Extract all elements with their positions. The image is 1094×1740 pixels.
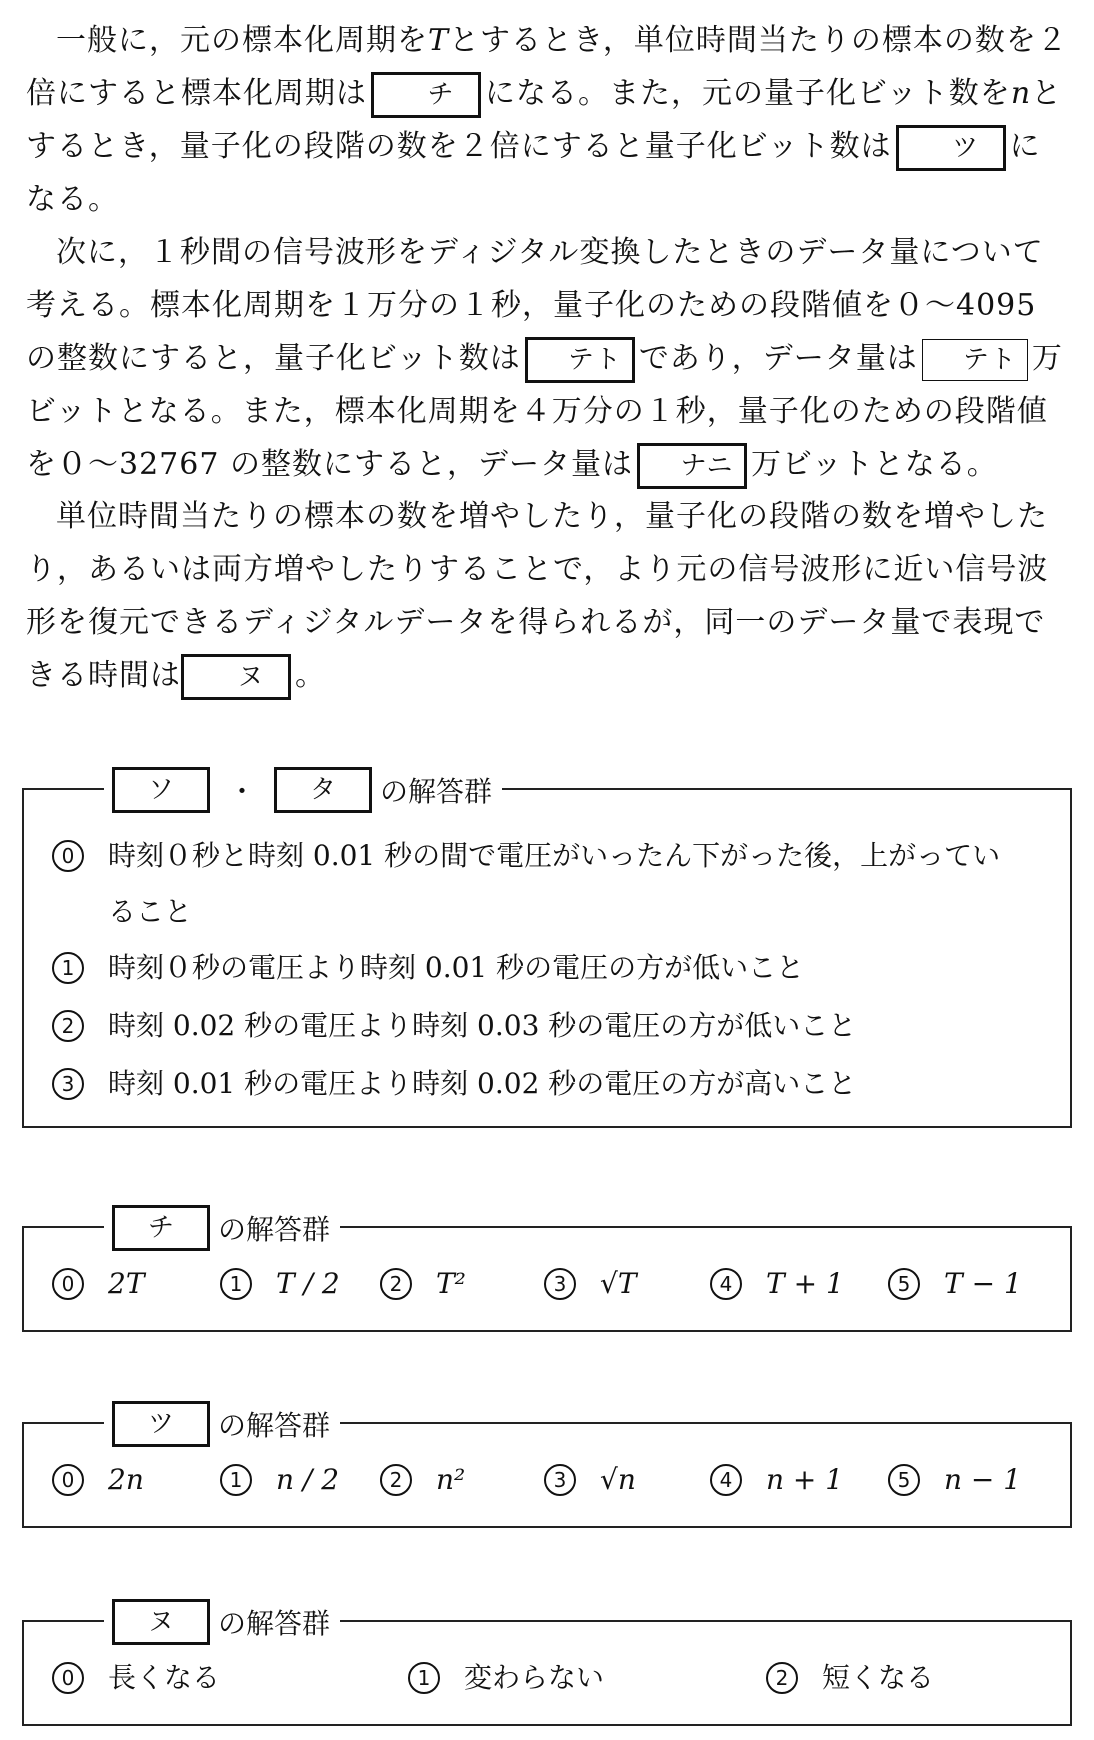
option-text: T² — [436, 1267, 466, 1300]
answer-group-tsu — [22, 1409, 1072, 1528]
option-number: 5 — [888, 1464, 920, 1496]
option-tsu-2[interactable] — [380, 1460, 465, 1500]
option-chi-0[interactable] — [52, 1264, 145, 1304]
option-text: n − 1 — [944, 1463, 1022, 1496]
option-text: T + 1 — [766, 1267, 844, 1300]
option-number: 2 — [766, 1662, 798, 1694]
p2-text-a: 次に，１秒間の信号波形をディジタル変換したときのデータ量について考える。標本化周期を１万分の１秒，量子化のための段階値を０～4095 の整数にすると，量子化ビット数は — [26, 235, 1044, 376]
answer-box-teto[interactable]: テト — [525, 337, 635, 383]
option-text: 2n — [108, 1463, 144, 1496]
option-text: n / 2 — [276, 1463, 340, 1496]
option-sota-1[interactable] — [52, 948, 804, 988]
option-text: T / 2 — [276, 1267, 340, 1300]
option-number: 3 — [544, 1268, 576, 1300]
answer-box-tsu[interactable]: ツ — [896, 125, 1006, 171]
p1-text-b: とするとき，単位時間当たりの標本の数を２倍にすると標本化周期は — [26, 23, 1068, 111]
option-number: 0 — [52, 1662, 84, 1694]
p1-var-t: T — [428, 23, 450, 58]
option-chi-3[interactable] — [544, 1264, 637, 1304]
group-box-tsu: ツ — [112, 1401, 210, 1447]
group-header — [24, 1598, 340, 1646]
p2-text-d: 万ビットとなる。 — [750, 447, 998, 482]
option-number: 0 — [52, 1464, 84, 1496]
group-box-chi: チ — [112, 1205, 210, 1251]
option-text: T − 1 — [944, 1267, 1022, 1300]
p1-text-e: になる。 — [26, 129, 1041, 217]
group-box-ta: タ — [274, 767, 372, 813]
option-text: 変わらない — [464, 1661, 605, 1694]
option-number: 1 — [220, 1268, 252, 1300]
group-suffix: の解答群 — [218, 1213, 331, 1246]
group-suffix: の解答群 — [380, 775, 493, 808]
option-number: 1 — [220, 1464, 252, 1496]
answer-box-teto-ref: テト — [922, 339, 1028, 381]
answer-group-so-ta — [22, 775, 1072, 1128]
option-text: 時刻０秒の電圧より時刻 0.01 秒の電圧の方が低いこと — [108, 951, 805, 984]
option-text: √T — [600, 1267, 637, 1300]
group-header — [24, 766, 502, 814]
option-number: 2 — [52, 1010, 84, 1042]
answer-group-chi — [22, 1213, 1072, 1332]
option-number: 5 — [888, 1268, 920, 1300]
option-chi-5[interactable] — [888, 1264, 1022, 1304]
option-number: 4 — [710, 1268, 742, 1300]
group-suffix: の解答群 — [218, 1409, 331, 1442]
answer-box-nani[interactable]: ナニ — [637, 443, 747, 489]
option-nu-1[interactable] — [408, 1658, 604, 1698]
option-number: 0 — [52, 1268, 84, 1300]
option-number: 2 — [380, 1464, 412, 1496]
answer-box-chi[interactable]: チ — [371, 72, 481, 118]
group-box-so: ソ — [112, 767, 210, 813]
option-number: 2 — [380, 1268, 412, 1300]
p2-text-c: 万ビットとなる。また，標本化周期を４万分の１秒，量子化のための段階値を０～32767 の整数にすると，データ量は — [26, 341, 1063, 482]
option-sota-2[interactable] — [52, 1006, 856, 1046]
option-sota-0[interactable] — [52, 828, 1052, 940]
option-text: √n — [600, 1463, 636, 1496]
option-number: 0 — [52, 840, 84, 872]
option-tsu-1[interactable] — [220, 1460, 339, 1500]
p1-text-d: とするとき，量子化の段階の数を２倍にすると量子化ビット数は — [26, 76, 1063, 164]
option-text: 時刻 0.01 秒の電圧より時刻 0.02 秒の電圧の方が高いこと — [108, 1067, 857, 1100]
paragraph-3 — [26, 490, 1071, 702]
option-text: 長くなる — [108, 1661, 221, 1694]
option-tsu-0[interactable] — [52, 1460, 144, 1500]
p3-text-a: 単位時間当たりの標本の数を増やしたり，量子化の段階の数を増やしたり，あるいは両方増やしたりすることで，より元の信号波形に近い信号波形を復元できるディジタルデータを得られるが，同一のデータ量で表現できる時間は — [26, 499, 1049, 693]
option-text: 2T — [108, 1267, 145, 1300]
option-chi-1[interactable] — [220, 1264, 340, 1304]
option-nu-0[interactable] — [52, 1658, 220, 1698]
option-number: 4 — [710, 1464, 742, 1496]
group-header — [24, 1204, 340, 1252]
option-tsu-4[interactable] — [710, 1460, 843, 1500]
paragraph-2 — [26, 226, 1071, 491]
group-box-nu: ヌ — [112, 1599, 210, 1645]
option-number: 1 — [408, 1662, 440, 1694]
option-text: 短くなる — [822, 1661, 935, 1694]
option-number: 3 — [52, 1068, 84, 1100]
group-header — [24, 1400, 340, 1448]
paragraph-1 — [26, 14, 1071, 226]
option-tsu-3[interactable] — [544, 1460, 636, 1500]
option-text: n² — [436, 1463, 466, 1496]
answer-group-nu — [22, 1607, 1072, 1726]
p1-var-n: n — [1010, 76, 1032, 111]
option-sota-3[interactable] — [52, 1064, 856, 1104]
group-suffix: の解答群 — [218, 1607, 331, 1640]
option-number: 1 — [52, 952, 84, 984]
option-text: n + 1 — [766, 1463, 844, 1496]
option-text: 時刻 0.02 秒の電圧より時刻 0.03 秒の電圧の方が低いこと — [108, 1009, 857, 1042]
p2-text-b: であり，データ量は — [638, 341, 918, 376]
option-chi-2[interactable] — [380, 1264, 466, 1304]
p3-text-b: 。 — [295, 658, 326, 693]
option-tsu-5[interactable] — [888, 1460, 1021, 1500]
option-number: 3 — [544, 1464, 576, 1496]
option-text: 時刻０秒と時刻 0.01 秒の間で電圧がいったん下がった後，上がっていること — [108, 839, 1001, 928]
group-separator: ・ — [228, 775, 257, 808]
option-nu-2[interactable] — [766, 1658, 934, 1698]
option-chi-4[interactable] — [710, 1264, 844, 1304]
p1-text-a: 一般に，元の標本化周期を — [56, 23, 428, 58]
answer-box-nu[interactable]: ヌ — [181, 654, 291, 700]
p1-text-c: になる。また，元の量子化ビット数を — [485, 76, 1011, 111]
